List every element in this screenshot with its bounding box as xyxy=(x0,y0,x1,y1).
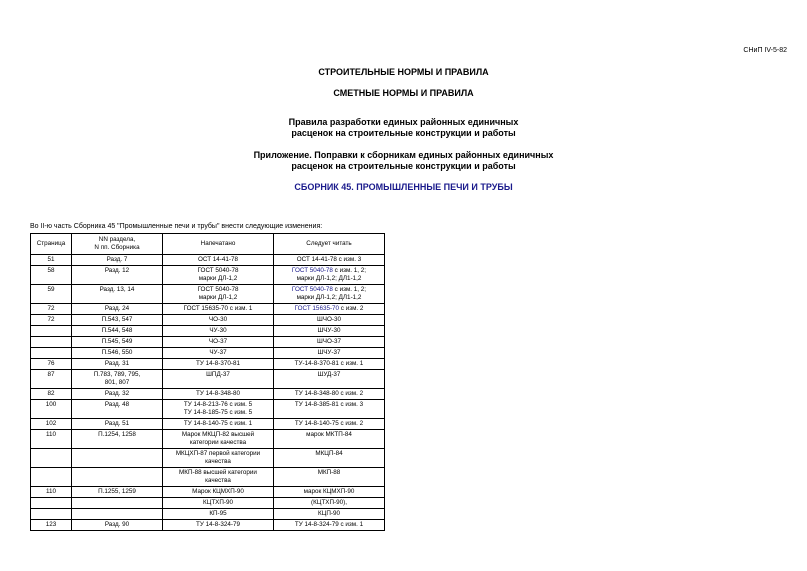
cell-page: 123 xyxy=(31,520,72,531)
cell-section xyxy=(72,498,163,509)
cell-page xyxy=(31,449,72,468)
standard-link[interactable]: ГОСТ 5040-78 xyxy=(291,286,333,293)
should-read-text: ТУ 14-8-324-79 с изм. 1 xyxy=(294,521,364,528)
table-row xyxy=(31,337,385,348)
cell-page: 58 xyxy=(31,266,72,285)
should-read-text: ШЧО-30 xyxy=(317,316,341,323)
cell-printed: КП-95 xyxy=(163,509,274,520)
header-printed: Напечатано xyxy=(163,234,274,255)
should-read-text: марок КЦМХП-90 xyxy=(303,488,355,495)
table-row xyxy=(31,468,385,487)
cell-printed: ТУ 14-8-140-75 с изм. 1 xyxy=(163,419,274,430)
cell-printed: ГОСТ 15635-70 с изм. 1 xyxy=(163,304,274,315)
cell-section: Разд. 7 xyxy=(72,255,163,266)
should-read-text: МКП-88 xyxy=(317,469,341,476)
cell-section: Разд. 12 xyxy=(72,266,163,285)
should-read-text: с изм. 2 xyxy=(339,305,364,312)
cell-section: П.544, 548 xyxy=(72,326,163,337)
cell-should-read xyxy=(274,498,385,509)
should-read-text: КЦП-90 xyxy=(318,510,340,517)
standard-link[interactable]: ГОСТ 15635-70 xyxy=(294,305,340,312)
cell-page xyxy=(31,498,72,509)
header-section: NN раздела, N пп. Сборника xyxy=(72,234,163,255)
cell-section xyxy=(72,468,163,487)
document-code: СНиП IV-5-82 xyxy=(743,47,787,54)
cell-printed: ТУ 14-8-348-80 xyxy=(163,389,274,400)
cell-should-read xyxy=(274,266,385,285)
should-read-text: (КЦТХП-90), xyxy=(311,499,347,506)
table-row xyxy=(31,389,385,400)
cell-should-read xyxy=(274,449,385,468)
cell-printed: КЦТХП-90 xyxy=(163,498,274,509)
cell-should-read xyxy=(274,337,385,348)
cell-page: 100 xyxy=(31,400,72,419)
table-header-row xyxy=(31,234,385,255)
cell-section xyxy=(72,509,163,520)
cell-section: Разд. 24 xyxy=(72,304,163,315)
cell-section: П.1254, 1258 xyxy=(72,430,163,449)
cell-should-read xyxy=(274,370,385,389)
cell-should-read xyxy=(274,400,385,419)
cell-printed: ТУ 14-8-213-76 с изм. 5 ТУ 14-8-185-75 с изм. 5 xyxy=(163,400,274,419)
cell-should-read xyxy=(274,304,385,315)
table-row xyxy=(31,487,385,498)
cell-page xyxy=(31,468,72,487)
should-read-text: ТУ 14-8-385-81 с изм. 3 xyxy=(294,401,364,408)
title-estimate-norms: СМЕТНЫЕ НОРМЫ И ПРАВИЛА xyxy=(333,88,474,98)
cell-printed: ЧО-30 xyxy=(163,315,274,326)
cell-page: 51 xyxy=(31,255,72,266)
cell-page: 82 xyxy=(31,389,72,400)
cell-section: П.545, 549 xyxy=(72,337,163,348)
cell-should-read xyxy=(274,359,385,370)
cell-section xyxy=(72,449,163,468)
cell-section: Разд. 90 xyxy=(72,520,163,531)
cell-page: 59 xyxy=(31,285,72,304)
cell-page: 72 xyxy=(31,304,72,315)
table-row xyxy=(31,498,385,509)
cell-section: Разд. 31 xyxy=(72,359,163,370)
intro-text: Во II-ю часть Сборника 45 "Промышленные печи и трубы" внести следующие изменения: xyxy=(30,223,323,230)
cell-printed: ГОСТ 5040-78 марки ДЛ-1,2 xyxy=(163,266,274,285)
title-rules-line2: расценок на строительные конструкции и работы xyxy=(291,128,516,138)
table-row xyxy=(31,285,385,304)
cell-should-read xyxy=(274,315,385,326)
should-read-text: ШУД-37 xyxy=(317,371,341,378)
cell-should-read xyxy=(274,487,385,498)
cell-page xyxy=(31,509,72,520)
cell-should-read xyxy=(274,509,385,520)
cell-should-read xyxy=(274,348,385,359)
cell-page xyxy=(31,326,72,337)
title-building-norms: СТРОИТЕЛЬНЫЕ НОРМЫ И ПРАВИЛА xyxy=(318,67,489,77)
should-read-text: с изм. 1, 2; марки ДЛ-1,2; ДЛ1-1,2 xyxy=(296,286,367,301)
should-read-text: ТУ 14-8-348-80 с изм. 2 xyxy=(294,390,364,397)
cell-printed: ГОСТ 5040-78 марки ДЛ-1,2 xyxy=(163,285,274,304)
header-should-read: Следует читать xyxy=(274,234,385,255)
should-read-text: с изм. 1, 2; марки ДЛ-1,2; ДЛ1-1,2 xyxy=(296,267,367,282)
cell-should-read xyxy=(274,389,385,400)
cell-should-read xyxy=(274,255,385,266)
title-collection: СБОРНИК 45. ПРОМЫШЛЕННЫЕ ПЕЧИ И ТРУБЫ xyxy=(294,182,513,192)
cell-printed: Марок МКЦП-82 высшей категории качества xyxy=(163,430,274,449)
should-read-text: ШЧУ-37 xyxy=(317,349,341,356)
table-row xyxy=(31,304,385,315)
title-rules-line1: Правила разработки единых районных единичных xyxy=(288,117,519,127)
cell-section: Разд. 13, 14 xyxy=(72,285,163,304)
cell-printed: ЧУ-30 xyxy=(163,326,274,337)
table-row xyxy=(31,509,385,520)
cell-should-read xyxy=(274,430,385,449)
cell-section: П.783, 789, 795, 801, 807 xyxy=(72,370,163,389)
table-row xyxy=(31,266,385,285)
title-appendix-line2: расценок на строительные конструкции и работы xyxy=(291,161,516,171)
table-row xyxy=(31,400,385,419)
cell-printed: ЧУ-37 xyxy=(163,348,274,359)
cell-section: П.546, 550 xyxy=(72,348,163,359)
should-read-text: ТУ-14-8-370-81 с изм. 1 xyxy=(294,360,364,367)
table-row xyxy=(31,430,385,449)
cell-printed: ТУ 14-8-324-79 xyxy=(163,520,274,531)
table-row xyxy=(31,449,385,468)
cell-section: Разд. 32 xyxy=(72,389,163,400)
cell-printed: ЧО-37 xyxy=(163,337,274,348)
cell-section: Разд. 48 xyxy=(72,400,163,419)
cell-page: 87 xyxy=(31,370,72,389)
should-read-text: МКЦП-84 xyxy=(315,450,343,457)
should-read-text: ТУ 14-8-140-75 с изм. 2 xyxy=(294,420,364,427)
cell-should-read xyxy=(274,326,385,337)
table-row xyxy=(31,370,385,389)
amendments-table xyxy=(30,233,385,531)
cell-page: 110 xyxy=(31,487,72,498)
table-row xyxy=(31,359,385,370)
cell-section: П.1255, 1259 xyxy=(72,487,163,498)
table-row xyxy=(31,348,385,359)
table-row xyxy=(31,315,385,326)
should-read-text: ОСТ 14-41-78 с изм. 3 xyxy=(296,256,362,263)
cell-should-read xyxy=(274,285,385,304)
cell-printed: ШПД-37 xyxy=(163,370,274,389)
table-row xyxy=(31,255,385,266)
cell-printed: МКЦХП-87 первой категории качества xyxy=(163,449,274,468)
table-row xyxy=(31,419,385,430)
cell-page: 76 xyxy=(31,359,72,370)
should-read-text: ШЧУ-30 xyxy=(317,327,341,334)
cell-page: 110 xyxy=(31,430,72,449)
table-row xyxy=(31,326,385,337)
cell-page xyxy=(31,348,72,359)
header-page: Страница xyxy=(31,234,72,255)
cell-section: Разд. 51 xyxy=(72,419,163,430)
cell-page: 72 xyxy=(31,315,72,326)
table-row xyxy=(31,520,385,531)
cell-page: 102 xyxy=(31,419,72,430)
standard-link[interactable]: ГОСТ 5040-78 xyxy=(291,267,333,274)
cell-should-read xyxy=(274,419,385,430)
cell-printed: МКП-88 высшей категории качества xyxy=(163,468,274,487)
cell-section: П.543, 547 xyxy=(72,315,163,326)
should-read-text: ШЧО-37 xyxy=(317,338,341,345)
cell-printed: ОСТ 14-41-78 xyxy=(163,255,274,266)
cell-printed: ТУ 14-8-370-81 xyxy=(163,359,274,370)
cell-printed: Марок КЦМХП-90 xyxy=(163,487,274,498)
cell-should-read xyxy=(274,520,385,531)
title-appendix-line1: Приложение. Поправки к сборникам единых районных единичных xyxy=(253,150,554,160)
cell-page xyxy=(31,337,72,348)
should-read-text: марок МКТП-84 xyxy=(306,431,352,438)
cell-should-read xyxy=(274,468,385,487)
